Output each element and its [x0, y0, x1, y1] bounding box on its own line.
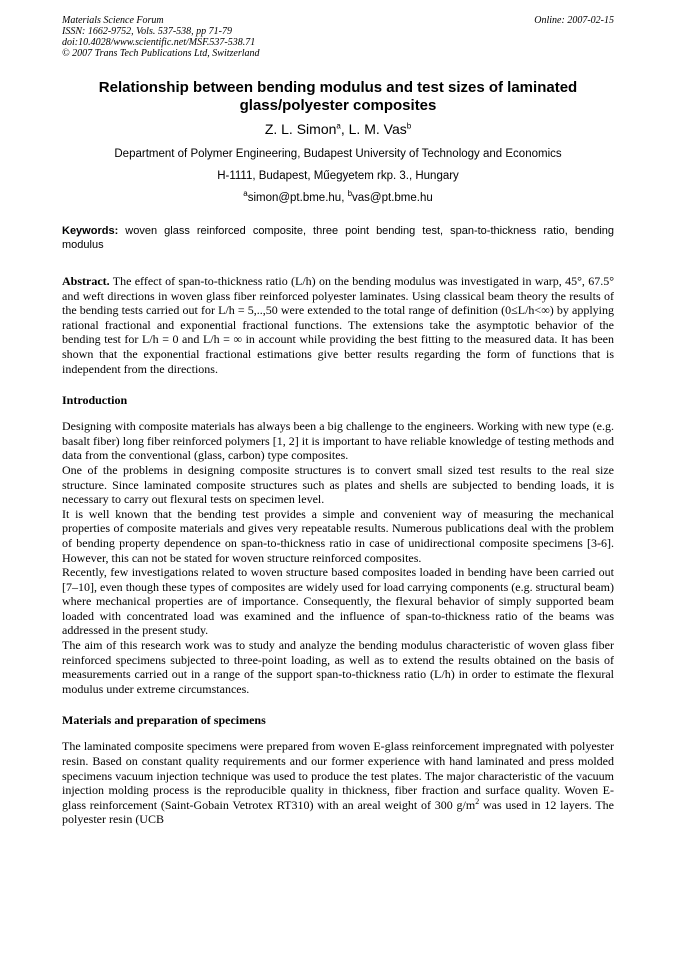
author-2: L. M. Vas	[348, 121, 407, 137]
materials-paragraph-1	[62, 739, 614, 827]
author-emails	[62, 191, 614, 205]
email-separator: ,	[341, 192, 348, 204]
email-a: simon@pt.bme.hu	[247, 192, 342, 204]
email-b-mark: b	[347, 189, 353, 199]
units-superscript: 2	[475, 796, 480, 806]
doi: doi:10.4028/www.scientific.net/MSF.537-538.71	[62, 37, 256, 48]
paper-title: Relationship between bending modulus and test sizes of laminated glass/polyester composites	[98, 79, 578, 114]
page	[62, 15, 614, 827]
keywords-label: Keywords:	[62, 225, 119, 237]
intro-paragraph-4: Recently, few investigations related to woven structure based composites loaded in bending have been carried out [7–10], even though these types of composites are widely used for load carrying components (e.g. structural beam) where mechanical properties are of importance. Consequently, the flexural behavior of simply supported beam loaded with concentrated load was examined and the influence of span-to-thickness ratio of the beams was addressed in the present study.	[62, 565, 614, 638]
section-heading-materials: Materials and preparation of specimens	[62, 713, 266, 728]
author-list	[62, 120, 614, 138]
author-1: Z. L. Simon	[264, 121, 337, 137]
publication-header	[62, 15, 614, 59]
affiliation-department: Department of Polymer Engineering, Budapest University of Technology and Economics	[114, 148, 562, 160]
email-b: vas@pt.bme.hu	[352, 192, 433, 204]
journal-name: Materials Science Forum	[62, 15, 164, 26]
email-a-mark: a	[243, 189, 248, 199]
keywords	[62, 224, 614, 252]
author-separator: ,	[340, 121, 349, 137]
abstract-text: The effect of span-to-thickness ratio (L/h) on the bending modulus was investigated in warp, 45°, 67.5° and weft directions in woven glass fiber reinforced polyester laminates. Using classical beam theory the results of the bending tests carried out for L/h = 5,..,50 were extended to the total range of definition (0≤L/h<∞) by applying rational fractional and exponential fractional functions. The extensions take the asymptotic behavior of the bending test for L/h = 0 and L/h = ∞ in account while providing the best fitting to the measured data. It has been shown that the exponential fractional estimations give better results regarding the form of functions that is independent from the directions.	[62, 274, 614, 376]
section-heading-introduction: Introduction	[62, 393, 128, 408]
abstract	[62, 274, 614, 376]
abstract-label: Abstract.	[62, 274, 110, 288]
copyright: © 2007 Trans Tech Publications Ltd, Switzerland	[62, 48, 260, 59]
intro-paragraph-3: It is well known that the bending test provides a simple and convenient way of measuring the mechanical properties of composite materials and gives very repeatable results. Numerous publications deal with the problem of bending property dependence on span-to-thickness ratio in case of unidirectional composite specimens [3-6]. However, this can not be stated for woven structure reinforced composites.	[62, 506, 614, 565]
affiliation-address: H-1111, Budapest, Műegyetem rkp. 3., Hungary	[217, 170, 459, 182]
issn: ISSN: 1662-9752, Vols. 537-538, pp 71-79	[62, 26, 232, 37]
online-date: Online: 2007-02-15	[534, 15, 614, 26]
intro-paragraph-1: Designing with composite materials has always been a big challenge to the engineers. Working with new type (e.g. basalt fiber) long fiber reinforced polymers [1, 2] it is important to have reliable knowledge of testing methods and data from the conventional (glass, carbon) type composites.	[62, 419, 614, 463]
keywords-text: woven glass reinforced composite, three point bending test, span-to-thickness ratio, bending modulus	[62, 225, 614, 251]
intro-paragraph-2: One of the problems in designing composite structures is to convert small sized test results to the real size structure. Since laminated composite structures such as plates and shells are subjected to bending loads, it is necessary to carry out flexural tests on specimen level.	[62, 462, 614, 507]
author-1-affiliation-mark: a	[336, 121, 341, 131]
materials-text-part-2: was used in 12 layers. The polyester resin (UCB	[62, 797, 614, 827]
intro-paragraph-5: The aim of this research work was to study and analyze the bending modulus characteristic of woven glass fiber reinforced specimens subjected to three-point loading, as well as to extend the results obtained on the basis of measurements carried out in a range of the support span-to-thickness ratio (L/h) in order to estimate the flexural modulus under extreme circumstances.	[62, 638, 614, 696]
materials-text-part-1: The laminated composite specimens were prepared from woven E-glass reinforcement impregnated with polyester resin. Based on constant quality requirements and our former experience with hand laminated and press molded specimens vacuum injection technique was used to produce the test plates. The major characteristic of the vacuum injection molding process is the reproducible quality in thickness, fiber fraction and surface quality. Woven E-glass reinforcement (Saint-Gobain Vetrotex RT310) with an areal weight of 300 g/m	[62, 739, 614, 812]
author-2-affiliation-mark: b	[406, 121, 412, 131]
